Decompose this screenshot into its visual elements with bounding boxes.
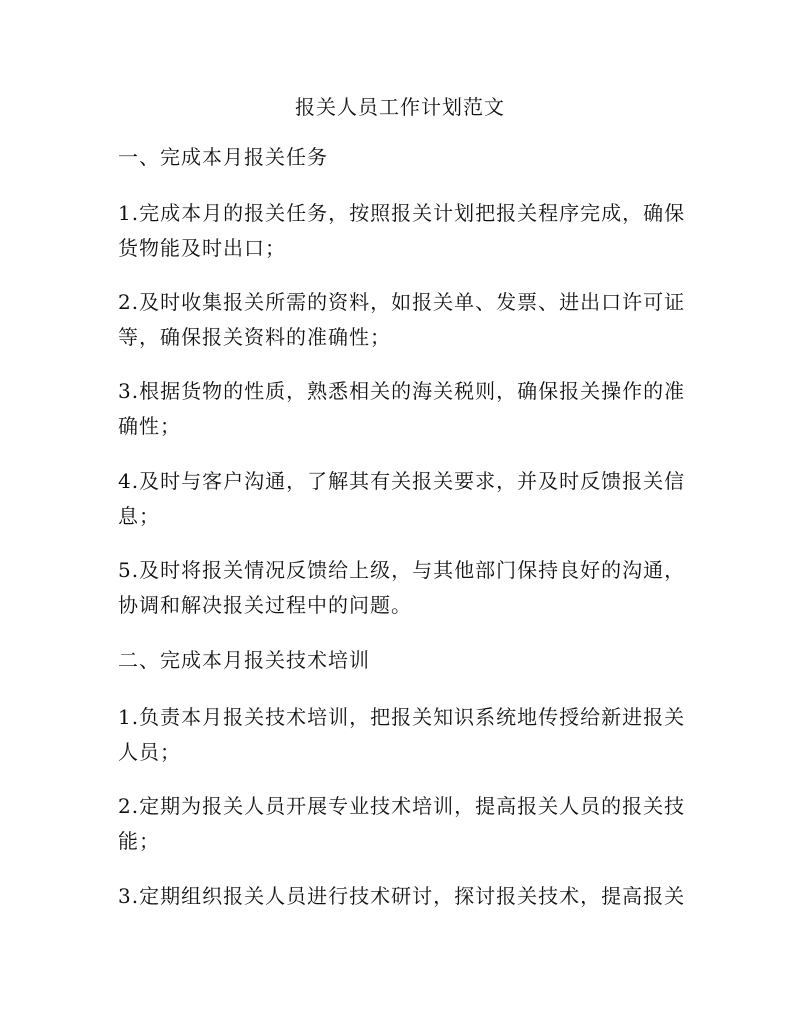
paragraph-1-2 bbox=[118, 285, 686, 355]
paragraph-line: 人员； bbox=[118, 740, 181, 764]
paragraph-1-3 bbox=[118, 374, 686, 444]
paragraph-1-5 bbox=[118, 553, 686, 623]
paragraph-line: 确性； bbox=[118, 414, 181, 438]
section-heading-text: 一、完成本月报关任务 bbox=[118, 145, 328, 169]
paragraph-line: 4.及时与客户沟通，了解其有关报关要求，并及时反馈报关信 bbox=[118, 469, 686, 493]
paragraph-2-3 bbox=[118, 879, 686, 914]
paragraph-line: 货物能及时出口； bbox=[118, 236, 286, 260]
section-heading-1 bbox=[118, 140, 683, 175]
document-title: 报关人员工作计划范文 bbox=[295, 95, 505, 119]
paragraph-line: 1.完成本月的报关任务，按照报关计划把报关程序完成，确保 bbox=[118, 201, 686, 225]
paragraph-line: 协调和解决报关过程中的问题。 bbox=[118, 593, 412, 617]
section-heading-2 bbox=[118, 643, 683, 678]
paragraph-2-1 bbox=[118, 700, 686, 770]
paragraph-line: 等，确保报关资料的准确性； bbox=[118, 325, 391, 349]
paragraph-2-2 bbox=[118, 789, 686, 859]
paragraph-line: 能； bbox=[118, 829, 160, 853]
paragraph-line: 1.负责本月报关技术培训，把报关知识系统地传授给新进报关 bbox=[118, 705, 686, 729]
paragraph-line: 3.定期组织报关人员进行技术研讨，探讨报关技术，提高报关 bbox=[118, 884, 686, 908]
paragraph-line: 2.及时收集报关所需的资料，如报关单、发票、进出口许可证 bbox=[118, 290, 686, 314]
paragraph-1-1 bbox=[118, 196, 686, 266]
section-heading-text: 二、完成本月报关技术培训 bbox=[118, 648, 370, 672]
paragraph-line: 5.及时将报关情况反馈给上级，与其他部门保持良好的沟通， bbox=[118, 558, 686, 582]
paragraph-1-4 bbox=[118, 464, 686, 534]
paragraph-line: 3.根据货物的性质，熟悉相关的海关税则，确保报关操作的准 bbox=[118, 379, 686, 403]
paragraph-line: 息； bbox=[118, 504, 160, 528]
paragraph-line: 2.定期为报关人员开展专业技术培训，提高报关人员的报关技 bbox=[118, 794, 686, 818]
